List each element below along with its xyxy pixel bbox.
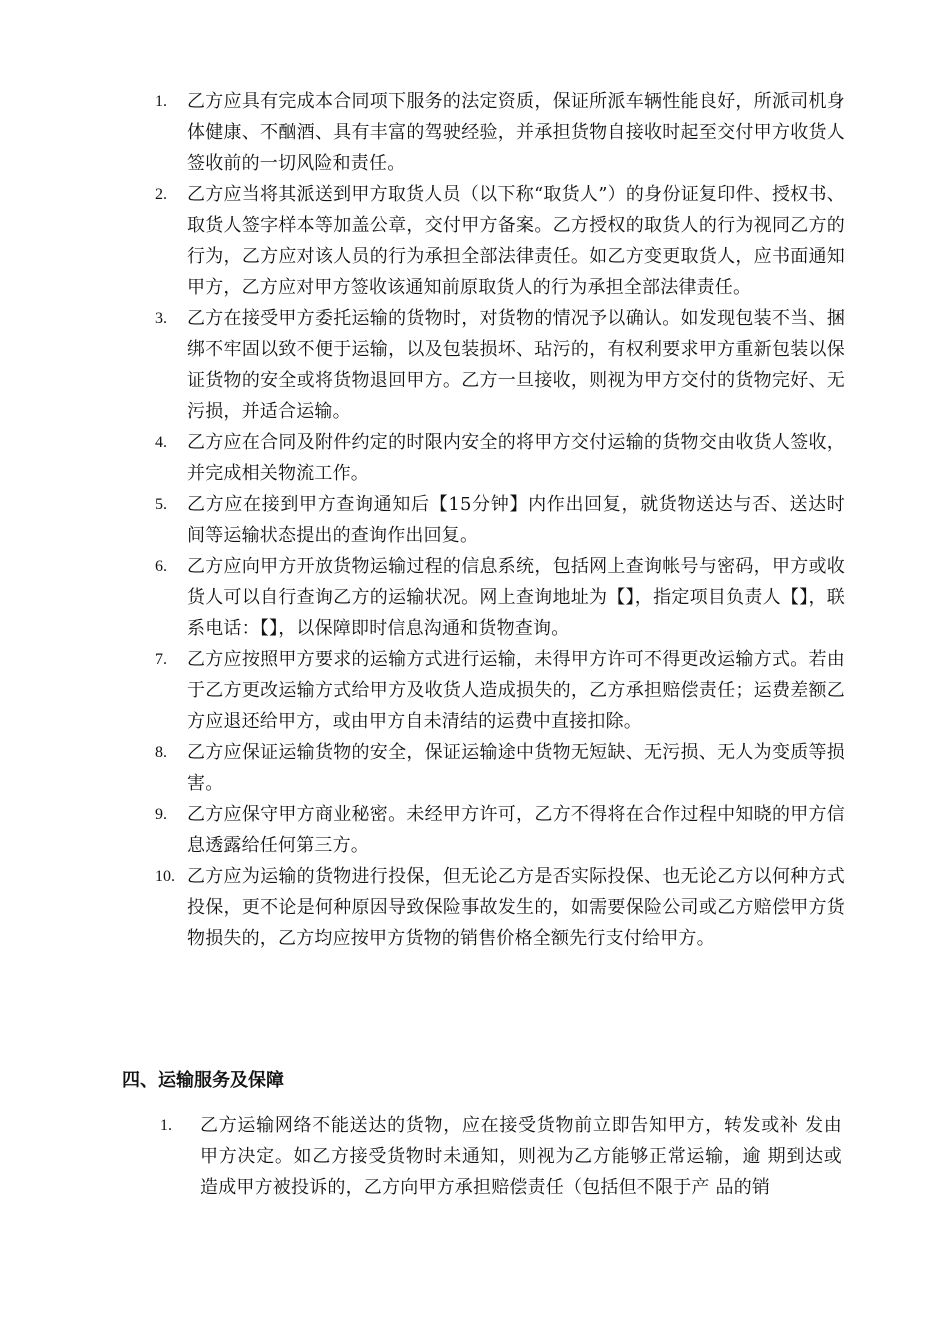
clause-text: 乙方应在合同及附件约定的时限内安全的将甲方交付运输的货物交由收货人签收，并完成相关物流工作。 <box>187 432 845 484</box>
clause-item <box>155 551 845 644</box>
clause-number: 1. <box>155 93 167 110</box>
clause-text: 乙方应当将其派送到甲方取货人员（以下称“取货人”）的身份证复印件、授权书、取货人签字样本等加盖公章，交付甲方备案。乙方授权的取货人的行为视同乙方的行为，乙方应对该人员的行为承担全部法律责任。如乙方变更取货人，应书面通知甲方，乙方应对甲方签收该通知前原取货人的行为承担全部法律责任。 <box>187 184 845 298</box>
clause-item <box>155 489 845 551</box>
clause-number: 10. <box>155 868 175 885</box>
clause-number: 9. <box>155 806 167 823</box>
section-item-number: 1. <box>160 1117 172 1134</box>
clause-item <box>155 799 845 861</box>
clause-text: 乙方应保证运输货物的安全，保证运输途中货物无短缺、无污损、无人为变质等损害。 <box>187 742 845 794</box>
clause-text: 乙方应为运输的货物进行投保，但无论乙方是否实际投保、也无论乙方以何种方式投保，更不论是何种原因导致保险事故发生的，如需要保险公司或乙方赔偿甲方货物损失的，乙方均应按甲方货物的销售价格全额先行支付给甲方。 <box>187 866 845 949</box>
clause-item <box>155 737 845 799</box>
clause-item <box>155 861 845 954</box>
clause-number: 6. <box>155 558 167 575</box>
clause-number: 3. <box>155 310 167 327</box>
clause-number: 7. <box>155 651 167 668</box>
clause-text: 乙方在接受甲方委托运输的货物时，对货物的情况予以确认。如发现包装不当、捆绑不牢固以致不便于运输，以及包装损坏、玷污的，有权利要求甲方重新包装以保证货物的安全或将货物退回甲方。乙方一旦接收，则视为甲方交付的货物完好、无污损，并适合运输。 <box>187 308 845 422</box>
clause-number: 5. <box>155 496 167 513</box>
clause-text: 乙方应向甲方开放货物运输过程的信息系统，包括网上查询帐号与密码，甲方或收货人可以自行查询乙方的运输状况。网上查询地址为【】，指定项目负责人【】，联系电话：【】，以保障即时信息沟通和货物查询。 <box>187 556 845 639</box>
clause-item <box>155 644 845 737</box>
clause-text: 乙方应具有完成本合同项下服务的法定资质，保证所派车辆性能良好，所派司机身体健康、不酗酒、具有丰富的驾驶经验，并承担货物自接收时起至交付甲方收货人签收前的一切风险和责任。 <box>187 91 845 174</box>
clause-text: 乙方应按照甲方要求的运输方式进行运输，未得甲方许可不得更改运输方式。若由于乙方更改运输方式给甲方及收货人造成损失的，乙方承担赔偿责任；运费差额乙方应退还给甲方，或由甲方自未清结的运费中直接扣除。 <box>187 649 845 732</box>
section-heading: 四、运输服务及保障 <box>122 1070 284 1091</box>
clause-text: 乙方应保守甲方商业秘密。未经甲方许可，乙方不得将在合作过程中知晓的甲方信息透露给任何第三方。 <box>187 804 845 856</box>
section-item-text: 乙方运输网络不能送达的货物，应在接受货物前立即告知甲方，转发或补 发由甲方决定。如乙方接受货物时未通知，则视为乙方能够正常运输，逾 期到达或造成甲方被投诉的，乙方向甲方承担赔偿责任（包括但不限于产 品的销 <box>200 1115 842 1198</box>
clause-number: 4. <box>155 434 167 451</box>
section-item-list <box>160 1110 842 1203</box>
clause-list <box>155 86 845 954</box>
section-item <box>160 1110 842 1203</box>
clause-item <box>155 179 845 303</box>
clause-number: 2. <box>155 186 167 203</box>
clause-item <box>155 427 845 489</box>
clause-item <box>155 303 845 427</box>
clause-text: 乙方应在接到甲方查询通知后【15分钟】内作出回复，就货物送达与否、送达时间等运输状态提出的查询作出回复。 <box>187 494 845 546</box>
clause-number: 8. <box>155 744 167 761</box>
clause-item <box>155 86 845 179</box>
